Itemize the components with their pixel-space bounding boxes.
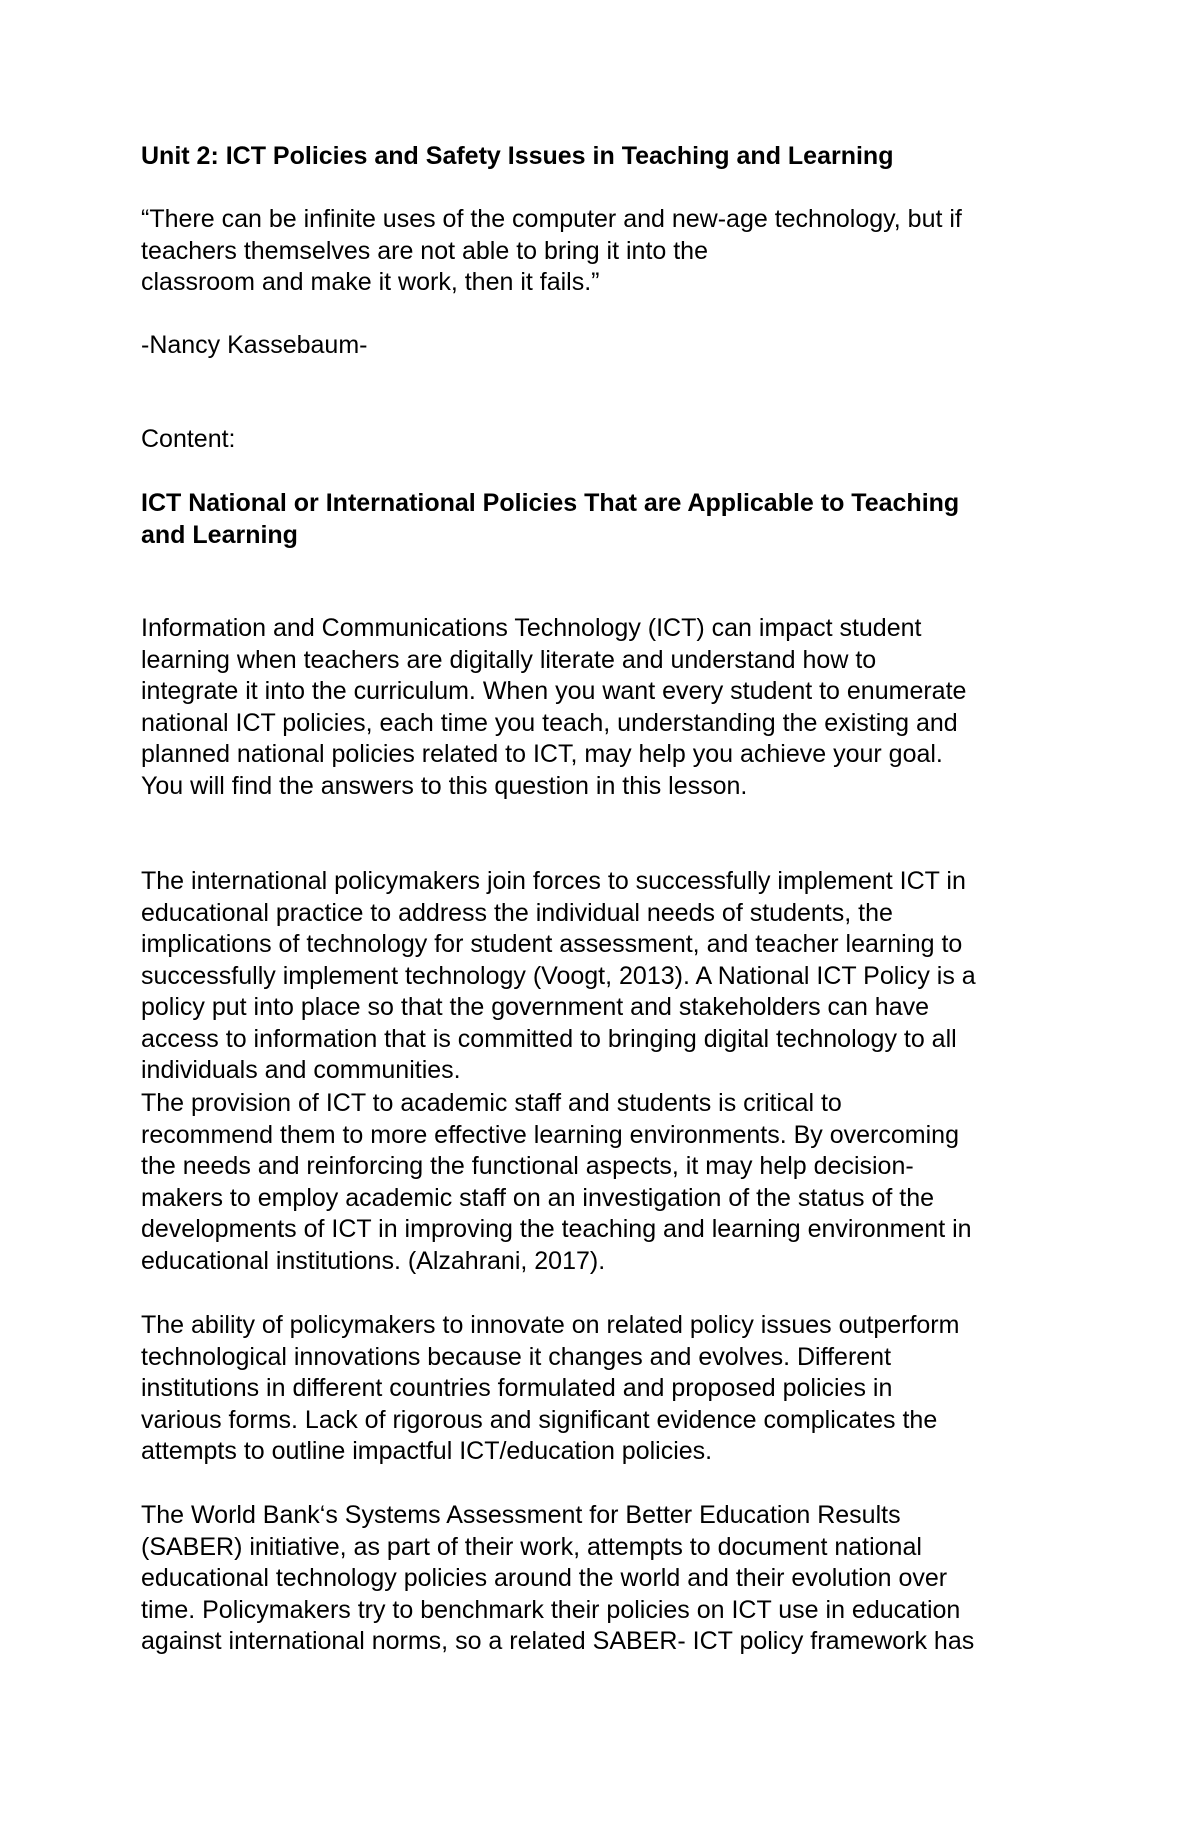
paragraph-line: educational technology policies around the world and their evolution over [141,1564,948,1592]
paragraph-line: (SABER) initiative, as part of their work, attempts to document national [141,1532,922,1561]
content-label: Content: [141,425,236,453]
paragraph-line: institutions in different countries formulated and proposed policies in [141,1374,893,1402]
paragraph-line: educational institutions. (Alzahrani, 2017). [141,1246,606,1275]
paragraph-line: the needs and reinforcing the functional aspects, it may help decision- [141,1152,914,1180]
paragraph-line: The ability of policymakers to innovate on related policy issues outperform [141,1311,960,1339]
paragraph-line: developments of ICT in improving the teaching and learning environment in [141,1215,972,1243]
paragraph-line: Information and Communications Technology (ICT) can impact student [141,614,922,642]
section-heading [141,488,1081,551]
paragraph-provision-of-ict [141,1088,1081,1277]
quote-line: classroom and make it work, then it fails.” [141,268,600,296]
paragraph-line: attempts to outline impactful ICT/education policies. [141,1437,713,1465]
section-heading-line: ICT National or International Policies That are Applicable to Teaching [141,489,960,517]
paragraph-line: time. Policymakers try to benchmark their policies on ICT use in education [141,1595,961,1624]
epigraph-quote [141,204,1081,299]
section-heading-line: and Learning [141,520,298,549]
paragraph-world-bank-saber [141,1500,1081,1658]
paragraph-line: You will find the answers to this question in this lesson. [141,771,748,800]
document-title: Unit 2: ICT Policies and Safety Issues in Teaching and Learning [141,142,894,170]
paragraph-line: planned national policies related to ICT, may help you achieve your goal. [141,740,943,768]
paragraph-line: educational practice to address the individual needs of students, the [141,898,893,927]
quote-line: “There can be infinite uses of the computer and new-age technology, but if [141,205,962,233]
paragraph-policymaker-ability [141,1310,1081,1468]
quote-author: -Nancy Kassebaum- [141,331,368,359]
paragraph-line: access to information that is committed to bringing digital technology to all [141,1024,957,1053]
paragraph-line: The international policymakers join forces to successfully implement ICT in [141,867,966,895]
paragraph-line: The World Bank‘s Systems Assessment for Better Education Results [141,1501,901,1529]
paragraph-line: learning when teachers are digitally literate and understand how to [141,645,877,674]
paragraph-line: against international norms, so a related SABER- ICT policy framework has [141,1627,975,1655]
paragraph-line: various forms. Lack of rigorous and significant evidence complicates the [141,1405,938,1434]
paragraph-line: successfully implement technology (Voogt, 2013). A National ICT Policy is a [141,961,976,990]
paragraph-line: recommend them to more effective learning environments. By overcoming [141,1120,959,1149]
paragraph-line: national ICT policies, each time you teach, understanding the existing and [141,708,958,737]
paragraph-line: The provision of ICT to academic staff and students is critical to [141,1089,842,1117]
paragraph-ict-impact [141,613,1081,802]
paragraph-line: policy put into place so that the government and stakeholders can have [141,993,930,1021]
paragraph-line: integrate it into the curriculum. When you want every student to enumerate [141,677,967,705]
paragraph-international-policymakers [141,866,1081,1087]
paragraph-line: individuals and communities. [141,1056,461,1084]
paragraph-line: implications of technology for student assessment, and teacher learning to [141,930,963,958]
quote-line: teachers themselves are not able to bring it into the [141,236,708,265]
paragraph-line: makers to employ academic staff on an investigation of the status of the [141,1183,935,1212]
paragraph-line: technological innovations because it changes and evolves. Different [141,1342,892,1371]
